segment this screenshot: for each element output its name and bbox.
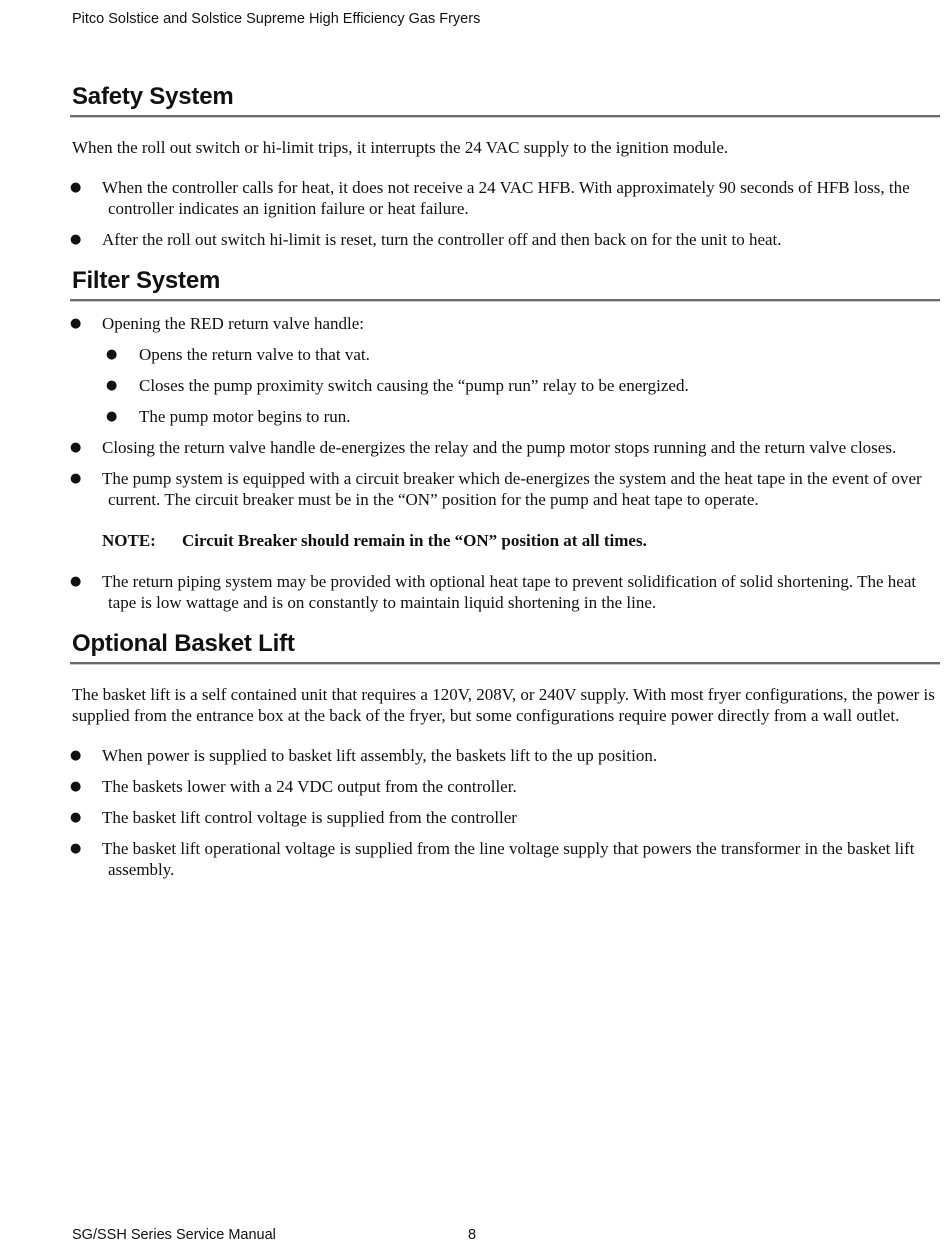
list-item: ● Opening the RED return valve handle: ● Opens the return valve to that vat. ● Closes the pump proximity switch causing the “pump run” relay to be energized. ● The pump motor begins to run.: [70, 313, 940, 427]
sub-list-item: ● Opens the return valve to that vat.: [106, 345, 370, 364]
list-item: ● After the roll out switch hi-limit is reset, turn the controller off and then back on for the unit to heat.: [70, 230, 782, 249]
safety-bullet-list: [70, 177, 940, 250]
filter-sub-bullet-list: [76, 344, 940, 427]
list-item: ● The basket lift operational voltage is supplied from the line voltage supply that powers the transformer in the basket lift assembly.: [70, 839, 915, 879]
section-divider: [70, 662, 940, 664]
basket-lift-intro-paragraph: The basket lift is a self contained unit that requires a 120V, 208V, or 240V supply. With most fryer configurations, the power is supplied from the entrance box at the back of the fryer, but some configurations require power directly from a wall outlet.: [72, 685, 935, 725]
bullet-icon: ●: [70, 810, 82, 825]
bullet-icon: ●: [106, 378, 118, 393]
list-item: ● The return piping system may be provided with optional heat tape to prevent solidification of solid shortening. The heat tape is low wattage and is on constantly to maintain liquid shortening in the line.: [70, 572, 917, 612]
safety-intro-paragraph: When the roll out switch or hi-limit trips, it interrupts the 24 VAC supply to the ignition module.: [72, 138, 729, 157]
section-divider: [70, 115, 940, 117]
list-item: ● Closing the return valve handle de-energizes the relay and the pump motor stops running and the return valve closes.: [70, 438, 897, 457]
note-text: Circuit Breaker should remain in the “ON” position at all times.: [182, 531, 647, 550]
page-content: [70, 82, 940, 880]
bullet-icon: ●: [70, 748, 82, 763]
section-title-filter-system: Filter System: [72, 267, 221, 294]
basket-lift-bullet-list: [70, 745, 940, 880]
bullet-icon: ●: [106, 347, 118, 362]
bullet-icon: ●: [70, 232, 82, 247]
note-callout: [70, 530, 940, 551]
section-title-safety-system: Safety System: [72, 83, 234, 110]
sub-list-item: ● Closes the pump proximity switch causing the “pump run” relay to be energized.: [106, 376, 689, 395]
list-item: ● The basket lift control voltage is supplied from the controller: [70, 808, 517, 827]
note-label: NOTE:: [102, 531, 156, 550]
filter-bullet-list: [70, 313, 940, 510]
bullet-icon: ●: [70, 471, 82, 486]
section-title-optional-basket-lift: Optional Basket Lift: [72, 630, 295, 657]
footer-page-number: 8: [468, 1227, 477, 1243]
bullet-icon: ●: [70, 440, 82, 455]
list-item: ● The pump system is equipped with a circuit breaker which de-energizes the system and the heat tape in the event of over current. The circuit breaker must be in the “ON” position for the pump and heat tape to operate.: [70, 469, 922, 509]
bullet-icon: ●: [70, 574, 82, 589]
running-header: Pitco Solstice and Solstice Supreme High Efficiency Gas Fryers: [72, 11, 481, 27]
filter-bullet-list-continued: [70, 571, 940, 613]
bullet-icon: ●: [70, 316, 82, 331]
bullet-icon: ●: [70, 841, 82, 856]
bullet-icon: ●: [70, 180, 82, 195]
sub-list-item: ● The pump motor begins to run.: [106, 407, 351, 426]
bullet-icon: ●: [106, 409, 118, 424]
list-item: ● When power is supplied to basket lift assembly, the baskets lift to the up position.: [70, 746, 658, 765]
list-item: ● The baskets lower with a 24 VDC output from the controller.: [70, 777, 517, 796]
list-item: ● When the controller calls for heat, it does not receive a 24 VAC HFB. With approximately 90 seconds of HFB loss, the controller indicates an ignition failure or heat failure.: [70, 178, 910, 218]
section-divider: [70, 299, 940, 301]
bullet-icon: ●: [70, 779, 82, 794]
footer-manual-name: SG/SSH Series Service Manual: [72, 1227, 276, 1243]
